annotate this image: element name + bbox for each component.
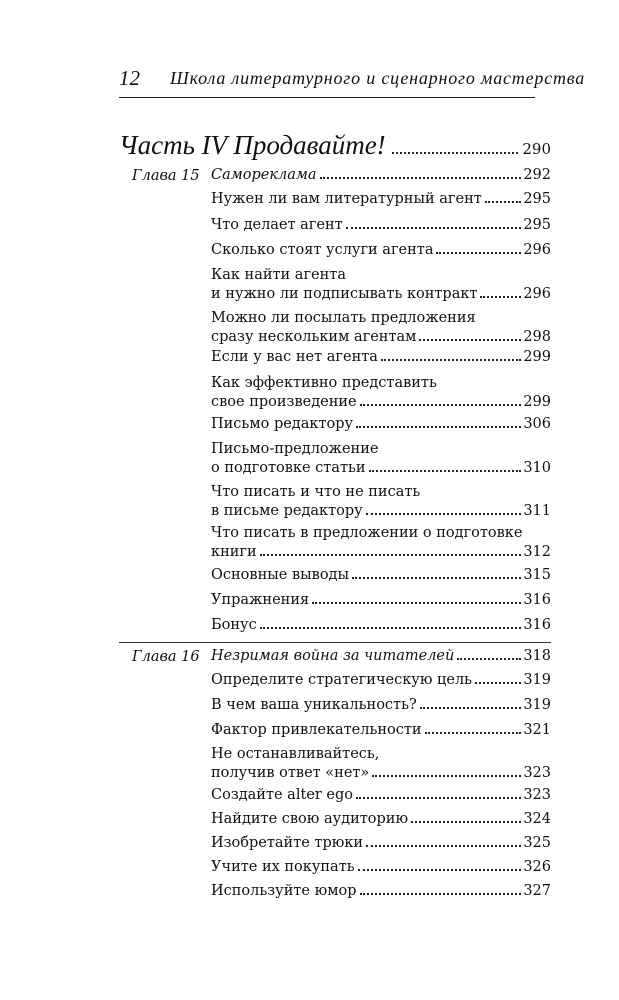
dot-leader [369, 470, 522, 472]
dot-leader [346, 227, 522, 229]
entry-page: 323 [523, 765, 551, 781]
dot-leader [352, 577, 521, 579]
entry-page: 299 [523, 349, 551, 365]
entry-text: и нужно ли подписывать контракт [211, 286, 478, 302]
entry-page: 298 [523, 329, 551, 345]
entry-text: Как найти агента [211, 267, 346, 283]
entry-text: получив ответ «нет» [211, 765, 370, 781]
dot-leader [436, 252, 521, 254]
dot-leader [392, 152, 519, 154]
chapter-divider [119, 642, 551, 643]
chapter-title-entry [211, 166, 551, 185]
entry-text: Определите стратегическую цель [211, 672, 473, 688]
entry-page: 323 [523, 787, 551, 803]
entry-text: Как эффективно представить [211, 375, 437, 391]
entry-text: Учите их покупать [211, 859, 355, 875]
chapter-title: Самореклама [211, 167, 317, 183]
toc-entry [211, 440, 551, 478]
chapter-page: 292 [523, 167, 551, 183]
dot-leader [381, 359, 521, 361]
header-rule [119, 97, 535, 98]
chapter-title-entry [211, 647, 551, 666]
entry-text: Изобретайте трюки [211, 835, 364, 851]
entry-page: 311 [523, 503, 551, 519]
entry-text: Если у вас нет агента [211, 349, 378, 365]
entry-page: 316 [523, 592, 551, 608]
toc-entry [211, 415, 551, 434]
dot-leader [312, 602, 521, 604]
entry-text: Что писать и что не писать [211, 484, 421, 500]
dot-leader [366, 845, 521, 847]
entry-page: 296 [523, 286, 551, 302]
dot-leader [260, 554, 522, 556]
entry-text: Что писать в предложении о подготовке [211, 525, 523, 541]
toc-entry [211, 566, 551, 585]
toc-entry [211, 810, 551, 829]
toc-entry [211, 591, 551, 610]
entry-page: 324 [523, 811, 551, 827]
entry-text: Используйте юмор [211, 883, 357, 899]
entry-text: свое произведение [211, 394, 357, 410]
dot-leader [480, 296, 521, 298]
page-number: 12 [119, 66, 140, 90]
entry-page: 321 [523, 722, 551, 738]
entry-page: 325 [523, 835, 551, 851]
toc-entry [211, 483, 551, 521]
toc-entry [211, 745, 551, 783]
dot-leader [411, 821, 521, 823]
chapter-label: Глава 16 [132, 649, 200, 665]
toc-entry [211, 190, 551, 209]
toc-entry [211, 721, 551, 740]
entry-text: В чем ваша уникальность? [211, 697, 417, 713]
toc-entry [211, 786, 551, 805]
entry-text: Найдите свою аудиторию [211, 811, 409, 827]
entry-text: Не останавливайтесь, [211, 746, 380, 762]
running-header-title: Школа литературного и сценарного мастерства [170, 68, 586, 88]
dot-leader [425, 732, 522, 734]
entry-page: 295 [523, 217, 551, 233]
dot-leader [356, 797, 521, 799]
entry-page: 296 [523, 242, 551, 258]
entry-text: Письмо-предложение [211, 441, 379, 457]
toc-entry [211, 216, 551, 235]
toc-entry [211, 834, 551, 853]
entry-text: Письмо редактору [211, 416, 354, 432]
entry-page: 319 [523, 672, 551, 688]
dot-leader [360, 404, 522, 406]
dot-leader [356, 426, 521, 428]
entry-text: Бонус [211, 617, 257, 633]
toc-entry [211, 671, 551, 690]
dot-leader [485, 201, 522, 203]
dot-leader [420, 707, 522, 709]
part-page: 290 [522, 140, 551, 158]
dot-leader [320, 177, 522, 179]
toc-entry [211, 882, 551, 901]
entry-text: Что делает агент [211, 217, 343, 233]
dot-leader [366, 513, 522, 515]
entry-page: 316 [523, 617, 551, 633]
toc-entry [211, 241, 551, 260]
entry-page: 315 [523, 567, 551, 583]
toc-entry [211, 374, 551, 412]
toc-part-heading [119, 130, 551, 161]
entry-text: Создайте alter ego [211, 787, 354, 803]
toc-entry [211, 696, 551, 715]
entry-text: Основные выводы [211, 567, 350, 583]
entry-page: 295 [523, 191, 551, 207]
entry-page: 310 [523, 460, 551, 476]
entry-text: Упражнения [211, 592, 310, 608]
entry-page: 319 [523, 697, 551, 713]
entry-page: 299 [523, 394, 551, 410]
dot-leader [419, 339, 521, 341]
dot-leader [457, 658, 521, 660]
dot-leader [475, 682, 521, 684]
toc-entry [211, 616, 551, 635]
entry-page: 312 [523, 544, 551, 560]
entry-page: 306 [523, 416, 551, 432]
dot-leader [372, 775, 521, 777]
part-title: Часть IV Продавайте! [119, 130, 386, 160]
dot-leader [360, 893, 522, 895]
entry-page: 327 [523, 883, 551, 899]
entry-text: сразу нескольким агентам [211, 329, 417, 345]
entry-text: книги [211, 544, 257, 560]
chapter-label: Глава 15 [132, 168, 200, 184]
toc-entry [211, 524, 551, 562]
chapter-page: 318 [523, 648, 551, 664]
toc-entry [211, 348, 551, 367]
dot-leader [260, 627, 522, 629]
entry-text: Фактор привлекательности [211, 722, 422, 738]
entry-text: Сколько стоят услуги агента [211, 242, 434, 258]
entry-text: Можно ли посылать предложения [211, 310, 476, 326]
toc-entry [211, 858, 551, 877]
dot-leader [358, 869, 522, 871]
chapter-title: Незримая война за читателей [211, 648, 455, 664]
entry-text: Нужен ли вам литературный агент [211, 191, 482, 207]
entry-text: о подготовке статьи [211, 460, 366, 476]
entry-text: в письме редактору [211, 503, 363, 519]
entry-page: 326 [523, 859, 551, 875]
toc-entry [211, 309, 551, 347]
toc-entry [211, 266, 551, 304]
